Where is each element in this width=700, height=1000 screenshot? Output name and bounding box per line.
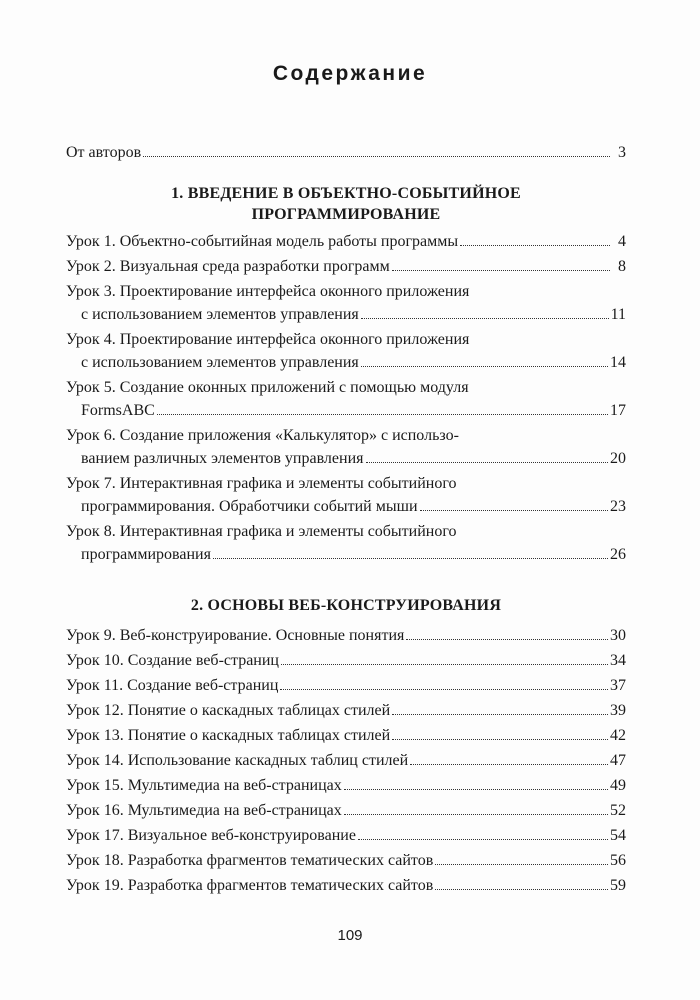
toc-entry-page: 34: [610, 652, 626, 669]
toc-entry: [66, 230, 626, 253]
leader-dots: [460, 245, 610, 246]
section-1: [66, 183, 626, 568]
section-1-heading: [66, 183, 626, 225]
toc-entry-page: 8: [618, 258, 626, 275]
toc-entry: [66, 774, 626, 797]
leader-dots: [406, 639, 608, 640]
toc-entry-title: Урок 10. Создание веб-страниц: [66, 652, 279, 669]
leader-dots: [361, 318, 609, 319]
toc-entry: [66, 749, 626, 772]
page-title: Содержание: [272, 62, 428, 85]
toc-entry-title: Урок 4. Проектирование интерфейса оконного приложения: [66, 331, 470, 348]
toc-entry-title: Урок 2. Визуальная среда разработки программ: [66, 258, 390, 275]
toc-entry-title: От авторов: [66, 144, 142, 161]
toc-entry-title-cont: программирования: [81, 546, 211, 563]
toc-entry: [66, 649, 626, 672]
toc-entry-page: 3: [618, 144, 626, 161]
toc-entry-title: Урок 9. Веб-конструирование. Основные понятия: [66, 627, 405, 644]
toc-entry-title-cont: ванием различных элементов управления: [81, 450, 364, 467]
toc-entry-title: Урок 19. Разработка фрагментов тематических сайтов: [66, 877, 434, 894]
toc-entry-page: 39: [610, 702, 626, 719]
toc-entry-page: 17: [610, 402, 626, 419]
toc-entry: [66, 624, 626, 647]
leader-dots: [435, 889, 608, 890]
toc-entry-title-cont: программирования. Обработчики событий мыши: [81, 498, 418, 515]
toc-entry: [66, 674, 626, 697]
toc-entry-title: Урок 14. Использование каскадных таблиц стилей: [66, 752, 409, 769]
leader-dots: [392, 714, 608, 715]
leader-dots: [420, 510, 609, 511]
section-1-entries: [66, 230, 626, 566]
toc-entry-page: 59: [610, 877, 626, 894]
toc-entry: [66, 699, 626, 722]
section-1-heading-line2: ПРОГРАММИРОВАНИЕ: [251, 206, 441, 223]
toc-entry-title: Урок 6. Создание приложения «Калькулятор» с использо-: [66, 427, 459, 444]
toc-entry: [66, 520, 626, 566]
toc-entry: [66, 255, 626, 278]
leader-dots: [213, 558, 608, 559]
leader-dots: [280, 689, 608, 690]
toc-entry-title: Урок 16. Мультимедиа на веб-страницах: [66, 802, 342, 819]
leader-dots: [392, 739, 608, 740]
toc-entry-page: 47: [610, 752, 626, 769]
toc-entry-title: Урок 7. Интерактивная графика и элементы событийного: [66, 475, 457, 492]
toc-entry-title: Урок 12. Понятие о каскадных таблицах стилей: [66, 702, 391, 719]
leader-dots: [143, 156, 610, 157]
toc-entry-page: 42: [610, 727, 626, 744]
toc-entry-title-cont: с использованием элементов управления: [81, 354, 359, 371]
toc-entry-intro: [66, 141, 626, 164]
toc-entry-page: 56: [610, 852, 626, 869]
toc-entry-title-cont: FormsABC: [81, 402, 155, 419]
leader-dots: [358, 839, 608, 840]
leader-dots: [366, 462, 609, 463]
toc-entry: [66, 874, 626, 897]
toc-entry-title: Урок 11. Создание веб-страниц: [66, 677, 279, 694]
leader-dots: [435, 864, 608, 865]
toc-entry-page: 54: [610, 827, 626, 844]
toc-entry: [66, 328, 626, 374]
toc-entry: [66, 824, 626, 847]
toc-entry: [66, 472, 626, 518]
section-1-heading-line1: 1. ВВЕДЕНИЕ В ОБЪЕКТНО-СОБЫТИЙНОЕ: [171, 185, 521, 202]
toc-entry-title: Урок 3. Проектирование интерфейса оконного приложения: [66, 283, 470, 300]
toc-entry-title: Урок 1. Объектно-событийная модель работы программы: [66, 233, 459, 250]
toc-entry-title: Урок 18. Разработка фрагментов тематических сайтов: [66, 852, 434, 869]
toc-entry: [66, 724, 626, 747]
toc-entry-page: 52: [610, 802, 626, 819]
toc-entry: [66, 424, 626, 470]
toc-entry-page: 4: [618, 233, 626, 250]
leader-dots: [392, 270, 610, 271]
toc-entry: [66, 849, 626, 872]
toc-entry-title: Урок 17. Визуальное веб-конструирование: [66, 827, 356, 844]
section-2-entries: [66, 624, 626, 897]
toc-entry-page: 20: [610, 450, 626, 467]
toc-entry: [66, 376, 626, 422]
leader-dots: [410, 764, 608, 765]
section-2: [66, 595, 626, 899]
toc-intro: [66, 141, 626, 166]
toc-entry-title: Урок 13. Понятие о каскадных таблицах стилей: [66, 727, 391, 744]
toc-entry-page: 11: [610, 306, 626, 323]
toc-entry-page: 23: [610, 498, 626, 515]
toc-entry-page: 49: [610, 777, 626, 794]
toc-entry: [66, 799, 626, 822]
leader-dots: [281, 664, 608, 665]
toc-entry-title: Урок 15. Мультимедиа на веб-страницах: [66, 777, 342, 794]
toc-entry-title-cont: с использованием элементов управления: [81, 306, 359, 323]
page-number: 109: [337, 927, 363, 944]
toc-entry-page: 14: [610, 354, 626, 371]
toc-entry-page: 26: [610, 546, 626, 563]
toc-entry-page: 37: [610, 677, 626, 694]
leader-dots: [344, 814, 608, 815]
leader-dots: [361, 366, 608, 367]
leader-dots: [157, 414, 608, 415]
toc-entry-page: 30: [610, 627, 626, 644]
toc-entry-title: Урок 8. Интерактивная графика и элементы событийного: [66, 523, 457, 540]
leader-dots: [344, 789, 608, 790]
toc-entry-title: Урок 5. Создание оконных приложений с помощью модуля: [66, 379, 469, 396]
toc-entry: [66, 280, 626, 326]
section-2-heading: 2. ОСНОВЫ ВЕБ-КОНСТРУИРОВАНИЯ: [190, 597, 502, 614]
